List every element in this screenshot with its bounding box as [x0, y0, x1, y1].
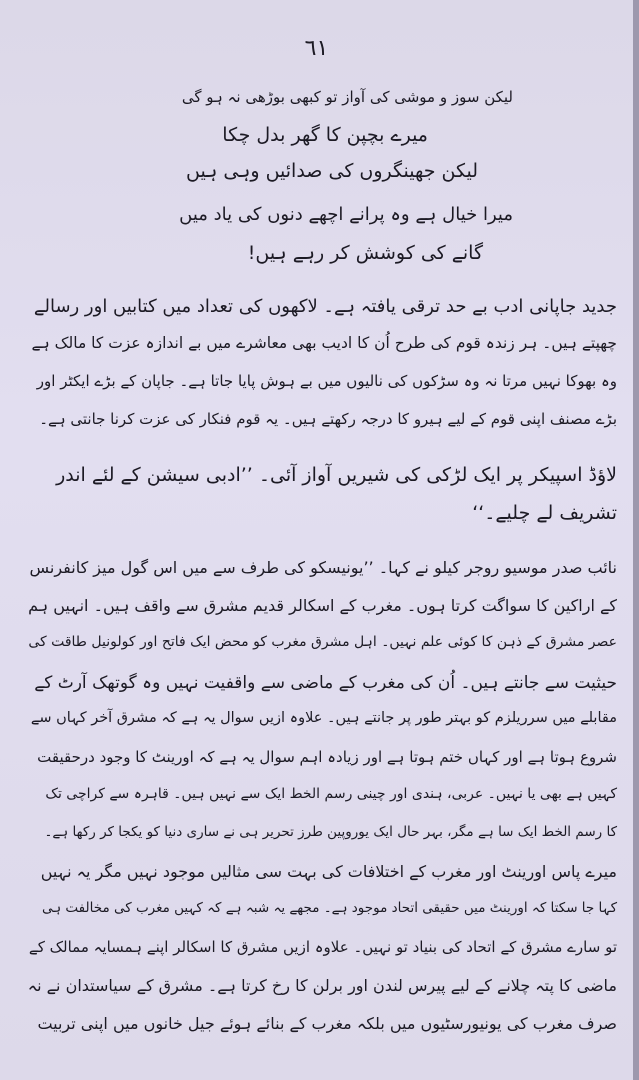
paragraph-line: شروع ہوتا ہے اور کہاں ختم ہوتا ہے اور زیادہ اہم سوال یہ ہے کہ اورینٹ کا وجود درحقیقت [37, 748, 617, 766]
paragraph-line: صرف مغرب کی یونیورسٹیوں میں بلکہ مغرب کے بنائے ہوئے جیل خانوں میں اپنی تربیت [37, 1014, 617, 1033]
poem-line: میرے بچپن کا گھر بدل چکا [222, 124, 428, 146]
paragraph-line: جدید جاپانی ادب بے حد ترقی یافتہ ہے۔ لاکھوں کی تعداد میں کتابیں اور رسالے [33, 296, 617, 317]
paragraph-line: کا رسم الخط ایک سا ہے مگر، بہر حال ایک یوروپین طرز تحریر ہی نے ساری دنیا کو یکجا کر رکھا ہے۔ [44, 824, 617, 840]
paragraph-line: بڑے مصنف اپنی قوم کے لیے ہیرو کا درجہ رکھتے ہیں۔ یہ قوم فنکار کی عزت کرنا جانتی ہے۔ [39, 410, 617, 428]
paragraph-line: کہا جا سکتا کہ اورینٹ میں حقیقی اتحاد موجود ہے۔ مجھے یہ شبہ ہے کہ کہیں مغرب کی مخالفت ہی [41, 900, 617, 916]
poem-line: میرا خیال ہے وہ پرانے اچھے دنوں کی یاد میں [179, 204, 513, 225]
page-number: ٦١ [304, 36, 329, 61]
paragraph-line: لاؤڈ اسپیکر پر ایک لڑکی کی شیریں آواز آئی۔ ’’ادبی سیشن کے لئے اندر [56, 464, 617, 486]
paragraph-line: وہ بھوکا نہیں مرتا نہ وہ سڑکوں کی نالیوں میں بے ہوش پایا جاتا ہے۔ جاپان کے بڑے ایکٹر اور [36, 372, 617, 390]
paragraph-line: چھپتے ہیں۔ ہر زندہ قوم کی طرح اُن کا ادیب بھی معاشرے میں بے اندازہ عزت کا مالک ہے [31, 334, 617, 352]
paragraph-line: عصر مشرق کے ذہن کا کوئی علم نہیں۔ اہل مشرق مغرب کو محض ایک فاتح اور کولونیل طاقت کی [28, 634, 617, 650]
paragraph-line: تو سارے مشرق کے اتحاد کی بنیاد تو نہیں۔ علاوہ ازیں مشرق کا اسکالر اپنے ہمسایہ ممالک کے [28, 938, 617, 956]
paragraph-line: حیثیت سے جانتے ہیں۔ اُن کی مغرب کے ماضی سے واقفیت نہیں وہ گوتھک آرٹ کے [34, 673, 617, 693]
paragraph-line: کے اراکین کا سواگت کرتا ہوں۔ مغرب کے اسکالر قدیم مشرق سے واقف ہیں۔ انہیں ہم [28, 596, 617, 615]
paragraph-line: کہیں ہے بھی یا نہیں۔ عربی، ہندی اور چینی رسم الخط ایک سے نہیں ہیں۔ قاہرہ سے کراچی تک [45, 786, 617, 802]
paragraph-line: تشریف لے چلیے۔‘‘ [472, 502, 617, 524]
poem-line: لیکن سوز و موشی کی آواز تو کبھی بوڑھی نہ ہو گی [181, 88, 513, 106]
paragraph-line: مقابلے میں سرریلزم کو بہتر طور پر جانتے ہیں۔ علاوہ ازیں سوال یہ ہے کہ مشرق آخر کہاں سے [30, 710, 617, 726]
poem-line: گانے کی کوشش کر رہے ہیں! [247, 242, 483, 264]
poem-line: لیکن جھینگروں کی صدائیں وہی ہیں [186, 160, 478, 182]
paragraph-line: میرے پاس اورینٹ اور مغرب کے اختلافات کی بہت سی مثالیں موجود نہیں مگر یہ نہیں [40, 862, 617, 881]
paragraph-line: نائب صدر موسیو روجر کیلو نے کہا۔ ’’یونیسکو کی طرف سے میں اس گول میز کانفرنس [29, 558, 617, 577]
paragraph-line: ماضی کا پتہ چلانے کے لیے پیرس لندن اور برلن کا رخ کرتا ہے۔ مشرق کے سیاستدان نے نہ [27, 976, 617, 995]
